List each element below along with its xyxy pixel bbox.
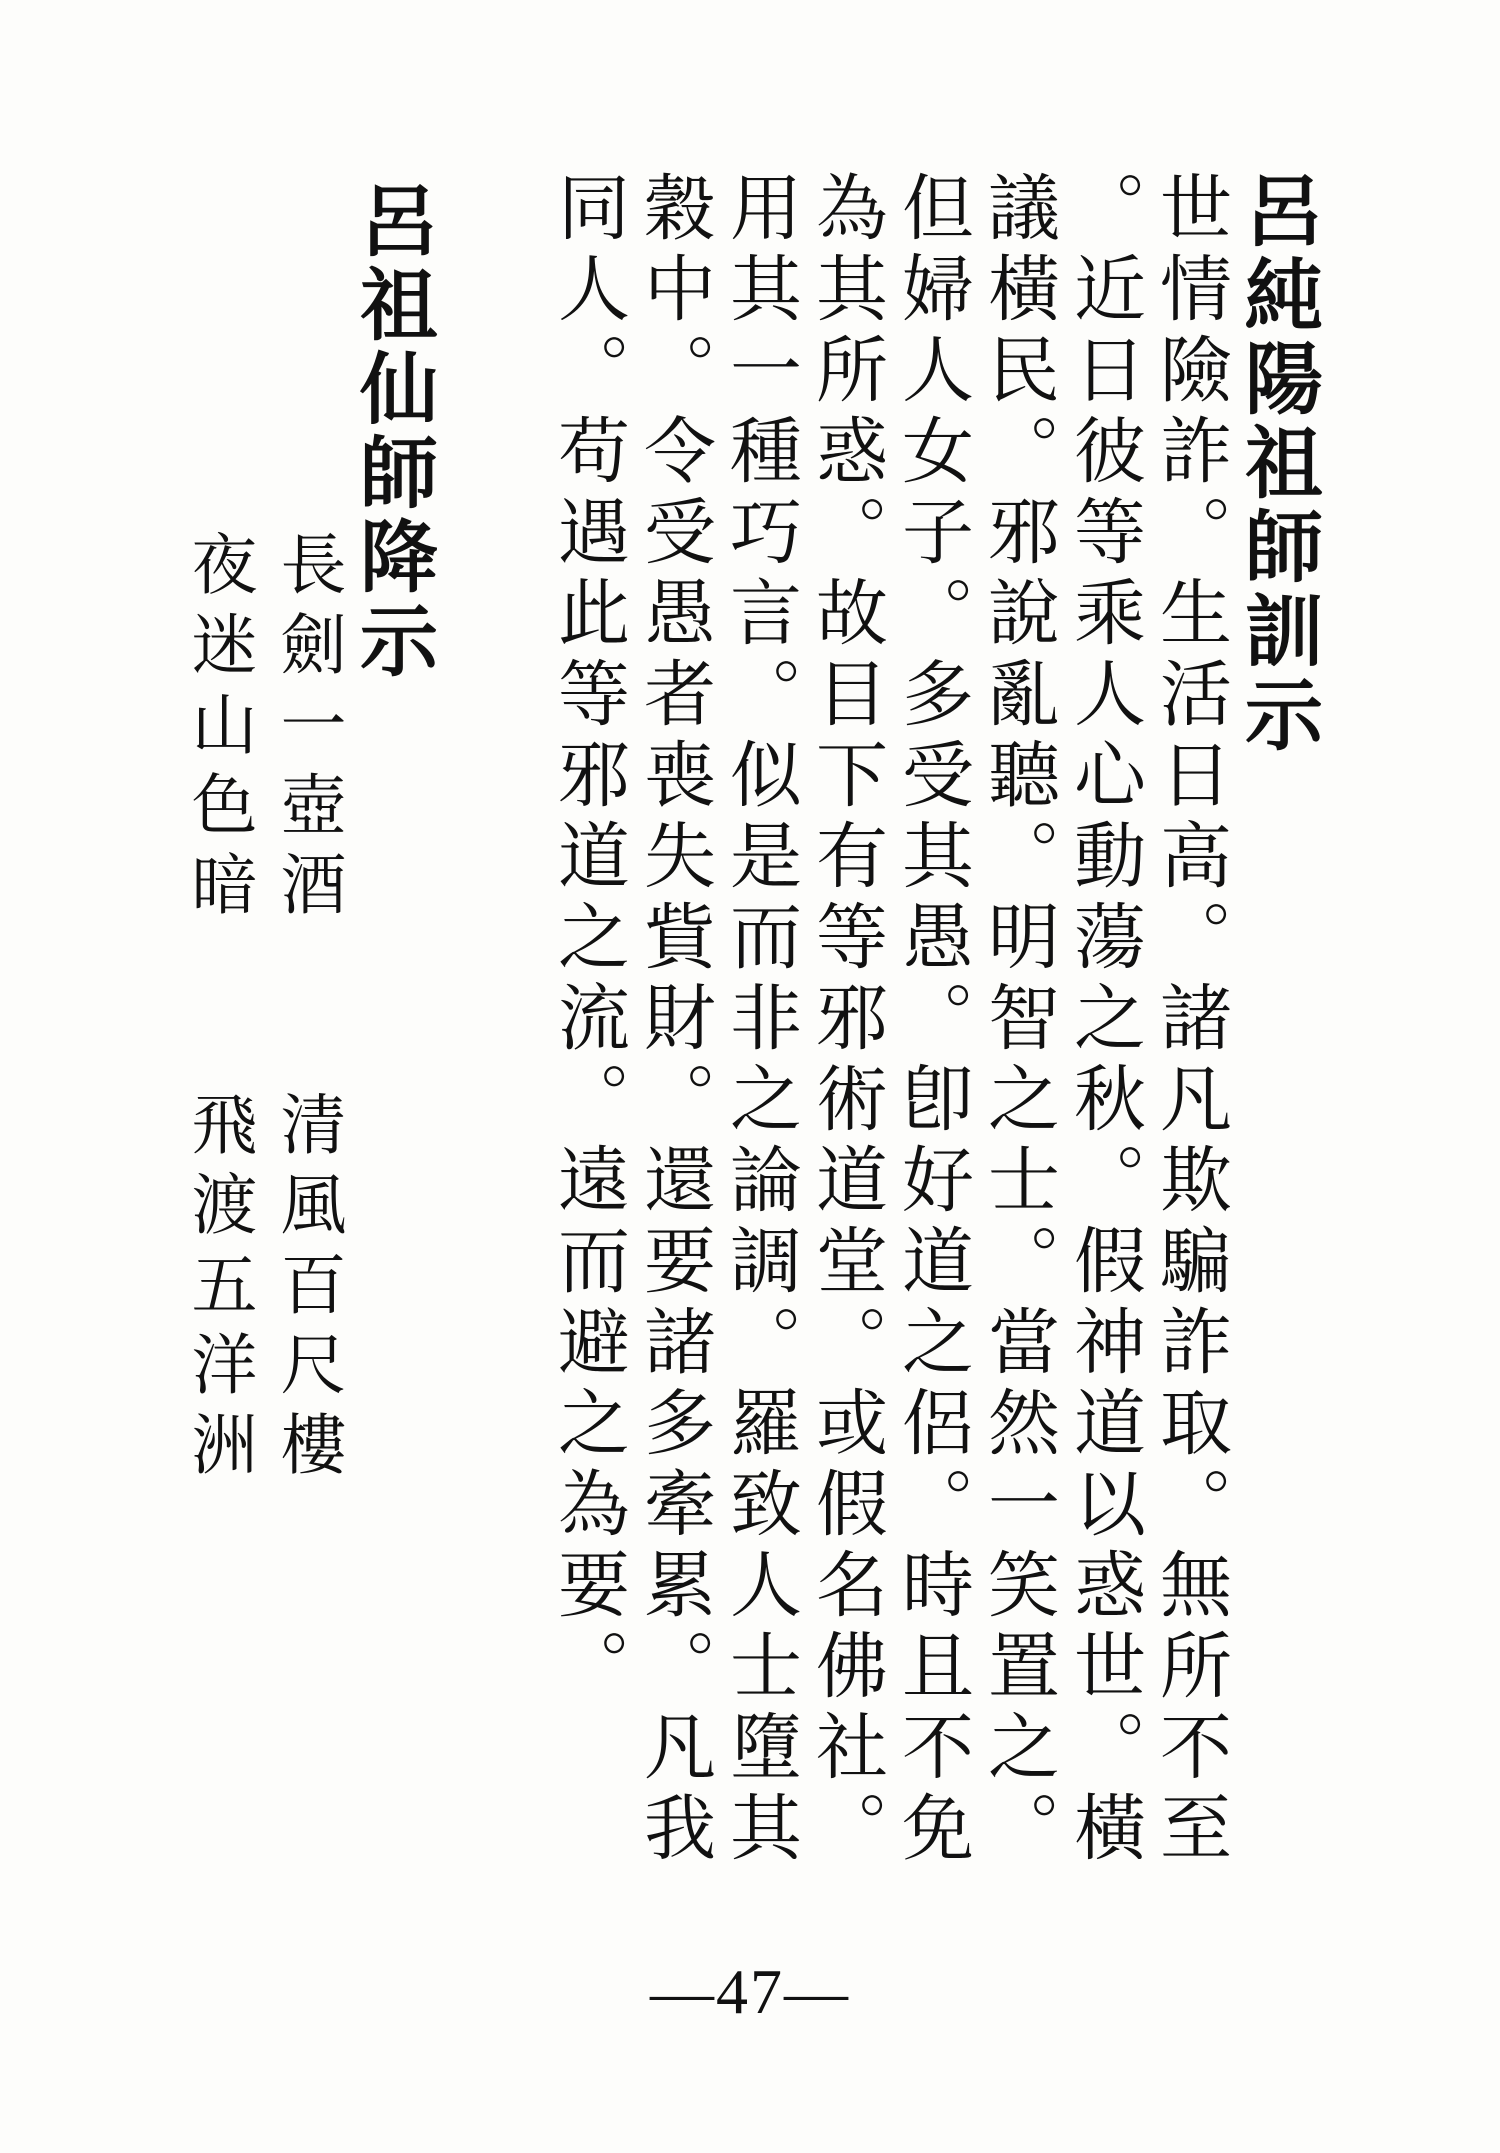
- main-text-line-2: 。近日彼等乘人心動蕩之秋。假神道以惑世。橫: [1062, 170, 1146, 1871]
- poem-title: 呂祖仙師降示: [347, 180, 437, 684]
- main-text-line-5: 為其所惑。故目下有等邪術道堂。或假名佛社。: [804, 170, 888, 1871]
- main-title: 呂純陽祖師訓示: [1232, 170, 1322, 758]
- poem-line-4: 飛渡五洋洲: [180, 1090, 257, 1490]
- main-text-line-8: 同人。苟遇此等邪道之流。遠而避之為要。: [546, 170, 630, 1709]
- main-text-line-6: 用其一種巧言。似是而非之論調。羅致人士墮其: [718, 170, 802, 1871]
- poem-line-2: 夜迷山色暗: [180, 530, 257, 930]
- main-text-line-4: 但婦人女子。多受其愚。卽好道之侶。時且不免: [890, 170, 974, 1871]
- page-number: —47—: [650, 1956, 850, 2027]
- main-text-line-7: 穀中。令受愚者喪失貲財。還要諸多牽累。凡我: [632, 170, 716, 1871]
- poem-line-3: 清風百尺樓: [269, 1090, 346, 1490]
- main-text-line-1: 世情險詐。生活日高。諸凡欺騙詐取。無所不至: [1148, 170, 1232, 1871]
- main-text-line-3: 議橫民。邪說亂聽。明智之士。當然一笑置之。: [976, 170, 1060, 1871]
- poem-line-1: 長劍一壺酒: [269, 530, 346, 930]
